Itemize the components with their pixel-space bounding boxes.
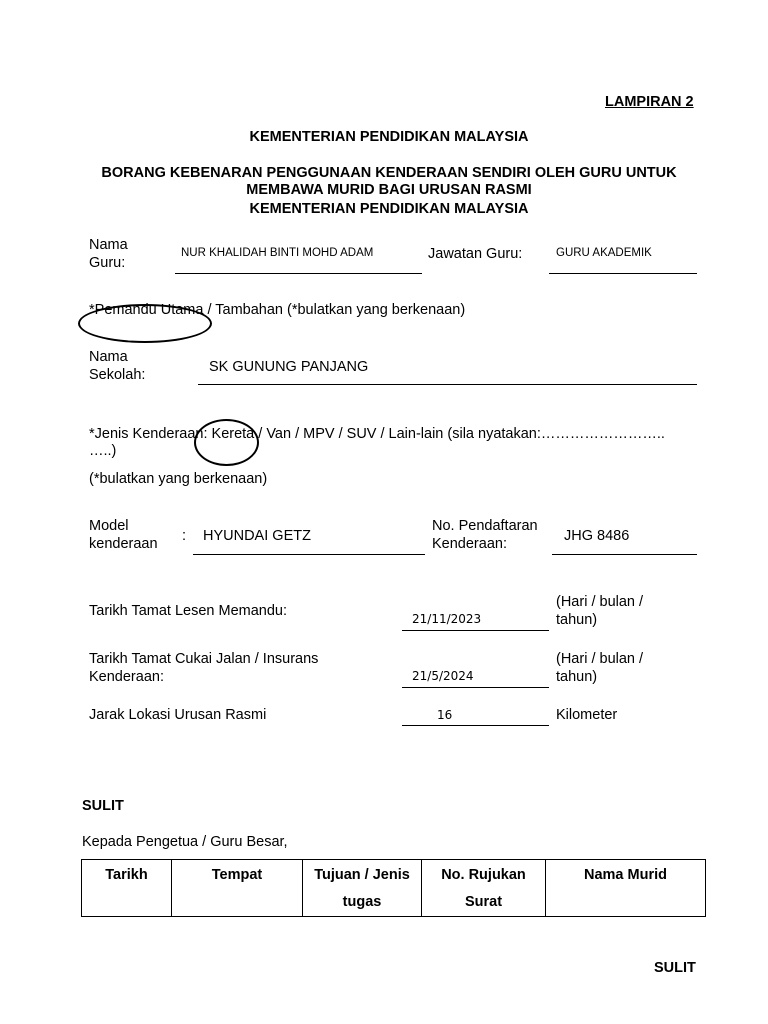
vehicle-reg-label-1: No. Pendaftaran: [432, 518, 538, 534]
form-title-line1: BORANG KEBENARAN PENGGUNAAN KENDERAAN SENDIRI OLEH GURU UNTUK: [101, 165, 677, 181]
roadtax-date-format-1: (Hari / bulan /: [556, 651, 644, 667]
school-underline: [198, 384, 697, 385]
vehicle-model-underline: [193, 554, 425, 555]
column-header-purpose: Tujuan / Jenis tugas: [303, 860, 422, 917]
school-label-1: Nama: [89, 349, 128, 365]
duty-table: [81, 859, 706, 917]
distance-unit: Kilometer: [556, 707, 618, 723]
vehicle-type-line1: *Jenis Kenderaan: Kereta / Van / MPV / SUV / Lain-lain (sila nyatakan:……………………..: [89, 426, 665, 442]
column-header-letter-ref: No. Rujukan Surat: [422, 860, 546, 917]
distance-field[interactable]: 16: [437, 708, 453, 722]
license-expiry-field[interactable]: 21/11/2023: [412, 612, 482, 626]
vehicle-reg-underline: [552, 554, 697, 555]
school-name-field[interactable]: SK GUNUNG PANJANG: [209, 359, 369, 375]
teacher-position-underline: [549, 273, 697, 274]
vehicle-model-colon: :: [182, 528, 187, 544]
teacher-position-field[interactable]: GURU AKADEMIK: [556, 247, 652, 259]
column-header-date: Tarikh: [82, 860, 172, 917]
teacher-name-label-1: Nama: [89, 237, 128, 253]
vehicle-model-label-2: kenderaan: [89, 536, 158, 552]
school-label-2: Sekolah:: [89, 367, 146, 383]
teacher-name-label-2: Guru:: [89, 255, 126, 271]
duty-table-header-row: [82, 860, 706, 917]
teacher-name-field[interactable]: NUR KHALIDAH BINTI MOHD ADAM: [181, 247, 374, 259]
distance-underline: [402, 725, 549, 726]
teacher-name-underline: [175, 273, 422, 274]
vehicle-model-label-1: Model: [89, 518, 129, 534]
distance-label: Jarak Lokasi Urusan Rasmi: [89, 707, 267, 723]
ministry-heading: KEMENTERIAN PENDIDIKAN MALAYSIA: [249, 129, 529, 145]
vehicle-reg-label-2: Kenderaan:: [432, 536, 507, 552]
roadtax-expiry-underline: [402, 687, 549, 688]
form-title-line3: KEMENTERIAN PENDIDIKAN MALAYSIA: [249, 201, 529, 217]
vehicle-reg-field[interactable]: JHG 8486: [564, 528, 630, 544]
column-header-student-name: Nama Murid: [546, 860, 706, 917]
salutation: Kepada Pengetua / Guru Besar,: [82, 834, 288, 850]
roadtax-date-format-2: tahun): [556, 669, 598, 685]
license-expiry-label: Tarikh Tamat Lesen Memandu:: [89, 603, 288, 619]
column-header-place: Tempat: [172, 860, 303, 917]
vehicle-car-circle-mark: [194, 419, 259, 466]
vehicle-type-note: (*bulatkan yang berkenaan): [89, 471, 268, 487]
form-title-line2: MEMBAWA MURID BAGI URUSAN RASMI: [246, 182, 532, 198]
roadtax-expiry-label-2: Kenderaan:: [89, 669, 164, 685]
license-date-format-1: (Hari / bulan /: [556, 594, 644, 610]
license-expiry-underline: [402, 630, 549, 631]
license-date-format-2: tahun): [556, 612, 598, 628]
teacher-position-label: Jawatan Guru:: [428, 246, 523, 262]
driver-main-circle-mark: [78, 304, 212, 343]
roadtax-expiry-label-1: Tarikh Tamat Cukai Jalan / Insurans: [89, 651, 319, 667]
classification-bottom: SULIT: [654, 960, 696, 976]
appendix-label: LAMPIRAN 2: [605, 94, 694, 110]
driver-role-text: *Pemandu Utama / Tambahan (*bulatkan yang berkenaan): [89, 302, 466, 318]
vehicle-type-line2: …..): [89, 443, 117, 459]
vehicle-model-field[interactable]: HYUNDAI GETZ: [203, 528, 311, 544]
classification-top: SULIT: [82, 798, 124, 814]
roadtax-expiry-field[interactable]: 21/5/2024: [412, 669, 474, 683]
